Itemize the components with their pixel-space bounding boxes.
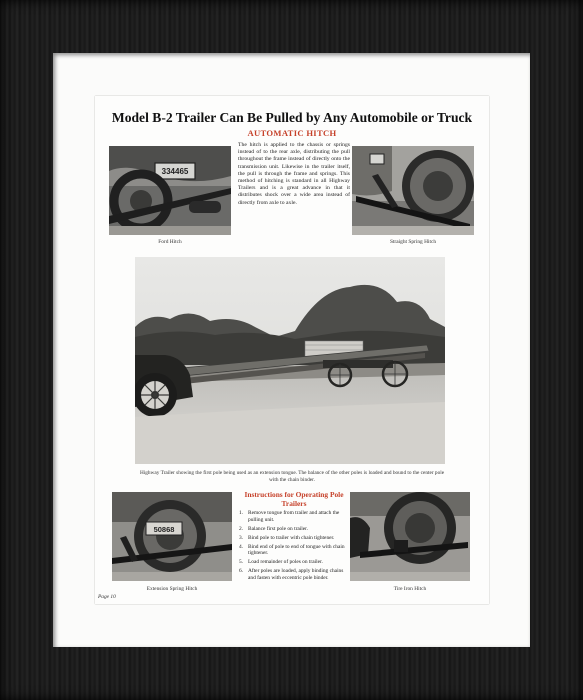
extension-spring-hitch-caption: Extension Spring Hitch <box>146 586 198 592</box>
catalog-page <box>95 96 489 604</box>
highway-trailer-photo <box>135 257 445 464</box>
step-number: 3. <box>239 534 244 541</box>
ford-hitch-caption: Ford Hitch <box>158 239 182 245</box>
license-plate-text: 334465 <box>161 167 189 176</box>
step-text: Bind pole to trailer with chain tightener. <box>248 534 335 541</box>
step-text: Load remainder of poles on trailer. <box>248 559 323 566</box>
intro-paragraph: The hitch is applied to the chassis or springs instead of to the rear axle, distributing the pull throughout the frame instead of directly onto the transmission unit. Likewise in the trailer itself, the pull is through the frame and springs. This method of hitching is standard in all Highway Trailers and is a great advance in that it distributes shock over a wide area instead of directly from axle to axle. <box>238 142 350 206</box>
step-number: 4. <box>239 543 244 550</box>
step-text: After poles are loaded, apply binding chains and fasten with eccentric pole binder. <box>248 568 344 582</box>
license-plate-text: 50868 <box>153 525 175 534</box>
step-number: 2. <box>239 525 244 532</box>
page-number: Page 10 <box>98 594 116 600</box>
list-item <box>239 544 351 557</box>
step-number: 5. <box>239 559 244 566</box>
ford-hitch-photo <box>109 146 231 235</box>
step-number: 1. <box>239 510 244 516</box>
section-subtitle: AUTOMATIC HITCH <box>247 128 337 138</box>
step-text: Balance first pole on trailer. <box>248 525 309 532</box>
list-item <box>239 535 351 542</box>
list-item <box>239 526 351 533</box>
step-text: Remove tongue from trailer and attach the pulling unit. <box>248 510 340 523</box>
list-item <box>239 568 351 581</box>
instructions-list <box>239 510 351 584</box>
instructions-title: Instructions for Operating Pole Trailers <box>244 490 344 508</box>
step-text: Bind end of pole to end of tongue with chain tightener. <box>248 543 345 557</box>
tire-iron-hitch-caption: Tire Iron Hitch <box>393 586 427 592</box>
page-title: Model B-2 Trailer Can Be Pulled by Any Automobile or Truck <box>111 110 473 125</box>
list-item <box>239 510 351 523</box>
list-item <box>239 559 351 566</box>
main-photo-caption: Highway Trailer showing the first pole being used as an extension tongue. The balance of the other poles is loaded and bound to the center pole with the chain binder. <box>139 470 445 483</box>
extension-spring-hitch-photo <box>112 492 232 581</box>
step-number: 6. <box>239 568 244 575</box>
straight-spring-hitch-caption: Straight Spring Hitch <box>389 239 437 245</box>
straight-spring-hitch-photo <box>352 146 474 235</box>
tire-iron-hitch-photo <box>350 492 470 581</box>
